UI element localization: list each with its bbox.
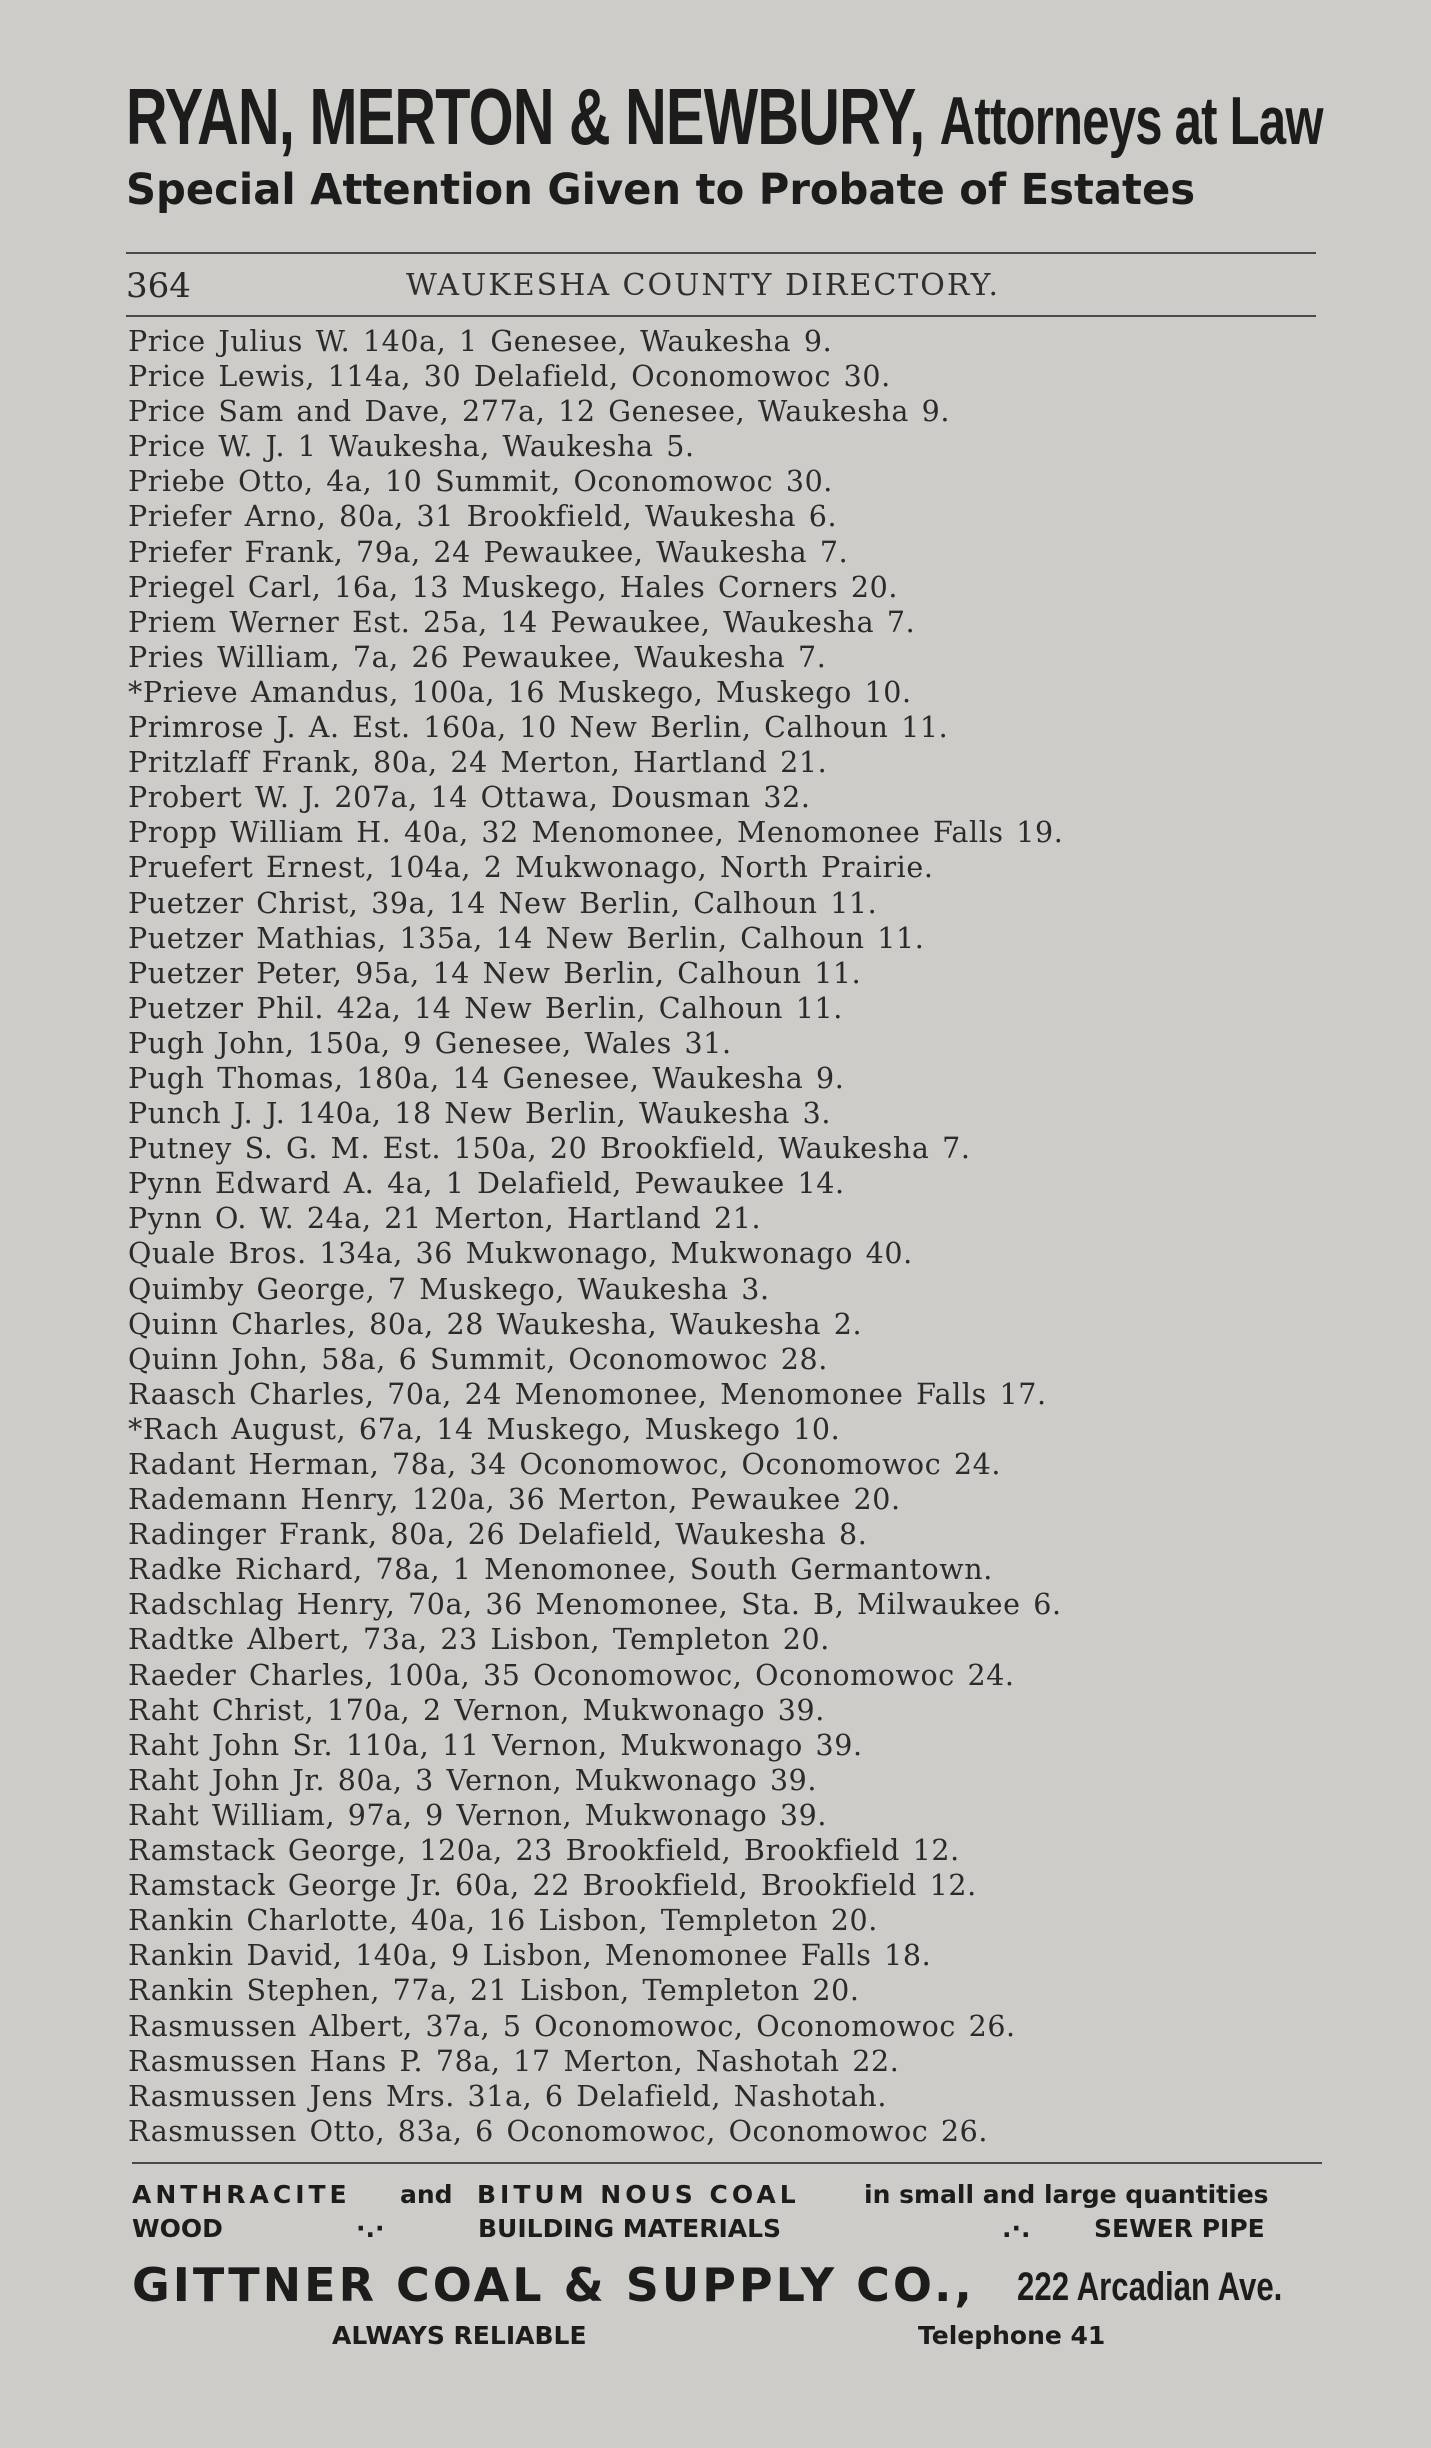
directory-entry: Priefer Frank, 79a, 24 Pewaukee, Waukesha 7. [128, 535, 849, 569]
anthracite-text: ANTHRACITE [132, 2180, 351, 2209]
slogan-line [132, 2316, 1322, 2356]
directory-entry: Pugh Thomas, 180a, 14 Genesee, Waukesha 9. [128, 1061, 845, 1095]
directory-entry: Punch J. J. 140a, 18 New Berlin, Waukesha 3. [128, 1097, 832, 1131]
directory-entry: Radinger Frank, 80a, 26 Delafield, Waukesha 8. [128, 1518, 868, 1552]
directory-entry: Pugh John, 150a, 9 Genesee, Wales 31. [128, 1026, 732, 1060]
directory-entry: Rasmussen Otto, 83a, 6 Oconomowoc, Oconomowoc 26. [128, 2114, 989, 2148]
bottom-rule [132, 2162, 1322, 2164]
top-rule [126, 252, 1316, 254]
directory-entry: Rasmussen Albert, 37a, 5 Oconomowoc, Oconomowoc 26. [128, 2009, 1016, 2043]
separator-text-2: .·. [1002, 2214, 1031, 2243]
directory-entry: Raeder Charles, 100a, 35 Oconomowoc, Oconomowoc 24. [128, 1658, 1015, 1692]
directory-entry: Radke Richard, 78a, 1 Menomonee, South Germantown. [128, 1553, 993, 1587]
company-name: GITTNER COAL & SUPPLY CO., [132, 2258, 975, 2312]
directory-entry: Puetzer Phil. 42a, 14 New Berlin, Calhoun 11. [128, 991, 843, 1025]
directory-entry: Ramstack George Jr. 60a, 22 Brookfield, Brookfield 12. [128, 1869, 977, 1903]
quantities-text: in small and large quantities [864, 2180, 1269, 2209]
directory-entry: Priebe Otto, 4a, 10 Summit, Oconomowoc 30. [128, 465, 833, 499]
directory-entry: Quale Bros. 134a, 36 Mukwonago, Mukwonago 40. [128, 1237, 913, 1271]
directory-entry: Raht William, 97a, 9 Vernon, Mukwonago 39. [128, 1798, 828, 1832]
materials-line [132, 2212, 1322, 2246]
directory-entry: Primrose J. A. Est. 160a, 10 New Berlin, Calhoun 11. [128, 711, 949, 745]
directory-entry: Quinn Charles, 80a, 28 Waukesha, Waukesha 2. [128, 1307, 863, 1341]
directory-entry: Radschlag Henry, 70a, 36 Menomonee, Sta. B, Milwaukee 6. [128, 1588, 1062, 1622]
directory-entry: Price W. J. 1 Waukesha, Waukesha 5. [128, 430, 695, 464]
page-number: 364 [126, 266, 191, 306]
directory-entry: Rademann Henry, 120a, 36 Merton, Pewaukee 20. [128, 1483, 901, 1517]
directory-entry: Rasmussen Hans P. 78a, 17 Merton, Nashotah 22. [128, 2044, 900, 2078]
company-address: 222 Arcadian Ave. [1017, 2265, 1283, 2309]
directory-entry: Raht Christ, 170a, 2 Vernon, Mukwonago 39. [128, 1693, 825, 1727]
directory-entry: Radtke Albert, 73a, 23 Lisbon, Templeton 20. [128, 1623, 830, 1657]
directory-entry: *Prieve Amandus, 100a, 16 Muskego, Muskego 10. [128, 675, 912, 709]
directory-entry: Rankin Stephen, 77a, 21 Lisbon, Templeton 20. [128, 1974, 860, 2008]
directory-entry: Puetzer Mathias, 135a, 14 New Berlin, Calhoun 11. [128, 921, 925, 955]
directory-entry: Radant Herman, 78a, 34 Oconomowoc, Oconomowoc 24. [128, 1448, 1002, 1481]
directory-entry: Priegel Carl, 16a, 13 Muskego, Hales Corners 20. [128, 570, 898, 604]
directory-entry: Priefer Arno, 80a, 31 Brookfield, Waukesha 6. [128, 500, 838, 534]
telephone-text: Telephone 41 [918, 2321, 1106, 2350]
coal-line [132, 2178, 1322, 2212]
directory-entry: *Rach August, 67a, 14 Muskego, Muskego 10. [128, 1412, 841, 1446]
attorney-firm-name [126, 72, 1323, 166]
slogan-text: ALWAYS RELIABLE [332, 2321, 587, 2350]
page-header [126, 262, 1316, 310]
directory-entries [128, 324, 1318, 2149]
directory-entry: Rankin Charlotte, 40a, 16 Lisbon, Templeton 20. [128, 1904, 878, 1938]
directory-entry: Raht John Jr. 80a, 3 Vernon, Mukwonago 39. [128, 1763, 818, 1797]
directory-entry: Quinn John, 58a, 6 Summit, Oconomowoc 28. [128, 1342, 828, 1376]
company-line [132, 2254, 1322, 2316]
directory-entry: Rankin David, 140a, 9 Lisbon, Menomonee Falls 18. [128, 1939, 932, 1973]
directory-entry: Pynn Edward A. 4a, 1 Delafield, Pewaukee 14. [128, 1167, 845, 1201]
directory-entry: Ramstack George, 120a, 23 Brookfield, Brookfield 12. [128, 1834, 960, 1868]
directory-entry: Pynn O. W. 24a, 21 Merton, Hartland 21. [128, 1202, 762, 1236]
bituminous-text: BITUM NOUS COAL [477, 2180, 800, 2209]
directory-entry: Raasch Charles, 70a, 24 Menomonee, Menomonee Falls 17. [128, 1377, 1047, 1411]
directory-entry: Raht John Sr. 110a, 11 Vernon, Mukwonago 39. [128, 1728, 863, 1762]
directory-entry: Propp William H. 40a, 32 Menomonee, Menomonee Falls 19. [128, 816, 1064, 850]
header-rule [126, 315, 1316, 317]
firm-names: RYAN, MERTON & NEWBURY, [126, 72, 925, 161]
directory-entry: Pries William, 7a, 26 Pewaukee, Waukesha 7. [128, 640, 827, 674]
directory-entry: Price Lewis, 114a, 30 Delafield, Oconomowoc 30. [128, 360, 891, 394]
attorney-advertisement [126, 72, 1323, 216]
directory-entry: Price Sam and Dave, 277a, 12 Genesee, Waukesha 9. [128, 395, 951, 429]
directory-entry: Pruefert Ernest, 104a, 2 Mukwonago, North Prairie. [128, 851, 934, 885]
directory-entry: Putney S. G. M. Est. 150a, 20 Brookfield, Waukesha 7. [128, 1132, 971, 1166]
firm-title: Attorneys at Law [939, 83, 1323, 159]
directory-entry: Priem Werner Est. 25a, 14 Pewaukee, Waukesha 7. [128, 605, 916, 639]
directory-entry: Puetzer Peter, 95a, 14 New Berlin, Calhoun 11. [128, 956, 862, 990]
separator-text: ·.· [356, 2214, 385, 2243]
directory-entry: Price Julius W. 140a, 1 Genesee, Waukesha 9. [128, 325, 833, 358]
directory-entry: Pritzlaff Frank, 80a, 24 Merton, Hartland 21. [128, 746, 828, 780]
attorney-tagline: Special Attention Given to Probate of Estates [126, 165, 1196, 215]
directory-entry: Rasmussen Jens Mrs. 31a, 6 Delafield, Nashotah. [128, 2079, 888, 2113]
directory-entry: Puetzer Christ, 39a, 14 New Berlin, Calhoun 11. [128, 886, 878, 920]
directory-entry: Probert W. J. 207a, 14 Ottawa, Dousman 32. [128, 781, 811, 815]
building-materials-text: BUILDING MATERIALS [478, 2214, 782, 2243]
and-text: and [400, 2180, 453, 2209]
directory-entry: Quimby George, 7 Muskego, Waukesha 3. [128, 1272, 770, 1306]
wood-text: WOOD [132, 2214, 223, 2243]
coal-advertisement [132, 2178, 1322, 2356]
running-title: WAUKESHA COUNTY DIRECTORY. [406, 268, 1001, 303]
sewer-pipe-text: SEWER PIPE [1094, 2214, 1265, 2243]
